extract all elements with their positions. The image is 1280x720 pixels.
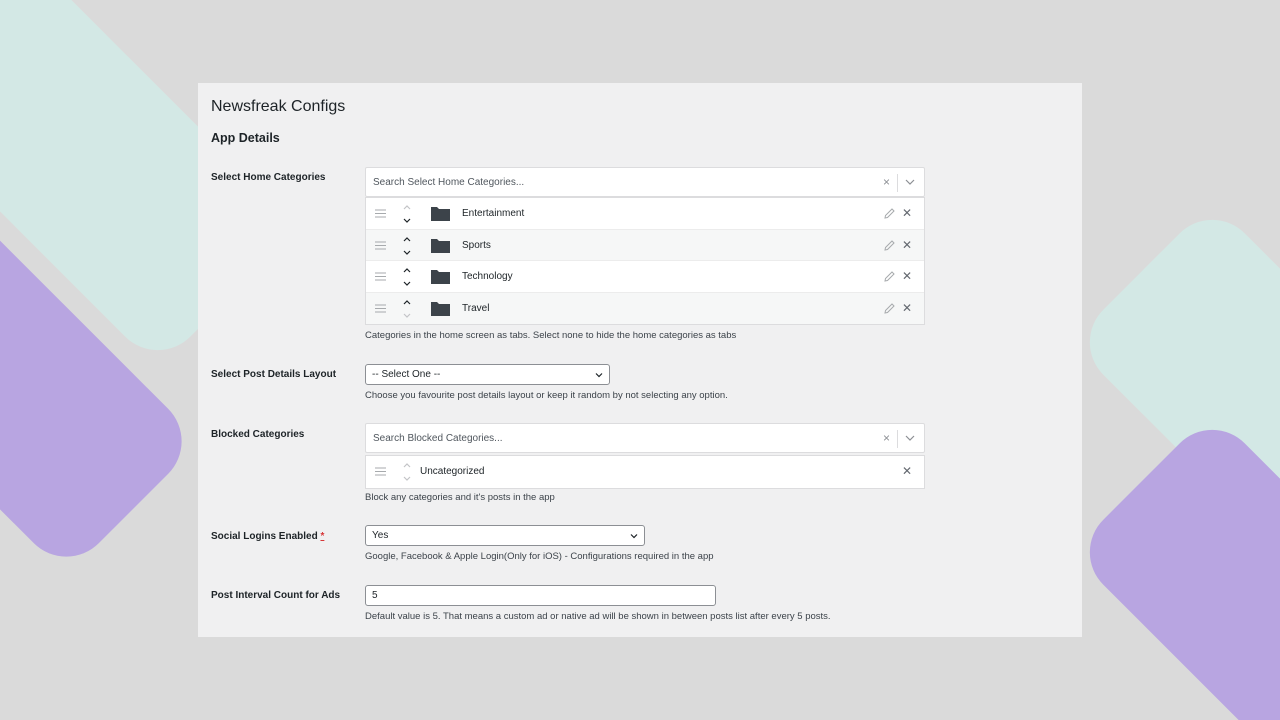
folder-icon <box>431 239 450 253</box>
list-item <box>366 456 924 488</box>
list-item <box>366 198 924 230</box>
section-title: App Details <box>211 131 280 145</box>
chevron-down-icon <box>594 370 604 380</box>
page-title: Newsfreak Configs <box>211 98 346 115</box>
edit-icon[interactable] <box>884 271 895 282</box>
ad-interval-input[interactable] <box>365 585 716 606</box>
list-item <box>366 261 924 293</box>
drag-handle-icon[interactable] <box>375 272 386 281</box>
drag-handle-icon[interactable] <box>375 467 386 476</box>
ad-interval-help: Default value is 5. That means a custom ad or native ad will be shown in between posts list after every 5 posts. <box>365 611 831 622</box>
remove-icon[interactable]: ✕ <box>901 237 912 252</box>
edit-icon[interactable] <box>884 303 895 314</box>
social-logins-label-text: Social Logins Enabled <box>211 531 318 542</box>
list-item <box>366 230 924 262</box>
blocked-categories-help: Block any categories and it's posts in the app <box>365 492 555 503</box>
reorder-arrows-icon[interactable] <box>401 461 413 483</box>
drag-handle-icon[interactable] <box>375 241 386 250</box>
divider <box>897 430 898 448</box>
reorder-arrows-icon[interactable] <box>401 298 413 320</box>
required-mark: * <box>320 531 325 542</box>
social-logins-label <box>211 531 324 542</box>
post-layout-selected: -- Select One -- <box>372 369 441 380</box>
post-layout-help: Choose you favourite post details layout or keep it random by not selecting any option. <box>365 390 728 401</box>
reorder-arrows-icon[interactable] <box>401 235 413 257</box>
list-item-label: Uncategorized <box>420 466 485 477</box>
list-item-label: Travel <box>462 302 490 314</box>
post-layout-label: Select Post Details Layout <box>211 369 337 380</box>
remove-icon[interactable]: ✕ <box>901 206 912 220</box>
blocked-categories-search-placeholder: Search Blocked Categories... <box>373 433 503 444</box>
reorder-arrows-icon[interactable] <box>401 266 413 288</box>
home-categories-search-placeholder: Search Select Home Categories... <box>373 177 525 188</box>
remove-icon[interactable]: ✕ <box>901 464 912 478</box>
divider <box>897 174 898 192</box>
social-logins-select[interactable] <box>365 525 645 546</box>
chevron-down-icon[interactable] <box>904 432 916 444</box>
clear-icon[interactable]: × <box>882 175 890 189</box>
home-categories-help: Categories in the home screen as tabs. Select none to hide the home categories as tabs <box>365 330 737 341</box>
post-layout-select[interactable] <box>365 364 610 385</box>
config-panel <box>198 83 1082 637</box>
blocked-categories-list <box>365 455 925 489</box>
ad-interval-label: Post Interval Count for Ads <box>211 590 341 601</box>
edit-icon[interactable] <box>884 240 895 251</box>
chevron-down-icon <box>629 531 639 541</box>
remove-icon[interactable]: ✕ <box>901 269 912 283</box>
list-item-label: Technology <box>462 271 513 282</box>
list-item-label: Sports <box>462 239 491 251</box>
chevron-down-icon[interactable] <box>904 176 916 188</box>
remove-icon[interactable]: ✕ <box>901 300 912 315</box>
home-categories-search[interactable] <box>365 167 925 197</box>
reorder-arrows-icon[interactable] <box>401 203 413 225</box>
home-categories-label: Select Home Categories <box>211 172 326 183</box>
list-item <box>366 293 924 325</box>
blocked-categories-search[interactable] <box>365 423 925 453</box>
clear-icon[interactable]: × <box>882 431 890 445</box>
list-item-label: Entertainment <box>462 208 525 219</box>
drag-handle-icon[interactable] <box>375 209 386 218</box>
folder-icon <box>431 270 450 284</box>
home-categories-list <box>365 197 925 325</box>
folder-icon <box>431 302 450 316</box>
folder-icon <box>431 207 450 221</box>
social-logins-help: Google, Facebook & Apple Login(Only for iOS) - Configurations required in the app <box>365 551 714 562</box>
decorative-purple-shape-right <box>1071 411 1280 720</box>
edit-icon[interactable] <box>884 208 895 219</box>
drag-handle-icon[interactable] <box>375 304 386 313</box>
ad-interval-value: 5 <box>372 590 378 601</box>
social-logins-selected: Yes <box>372 530 389 541</box>
blocked-categories-label: Blocked Categories <box>211 429 305 440</box>
